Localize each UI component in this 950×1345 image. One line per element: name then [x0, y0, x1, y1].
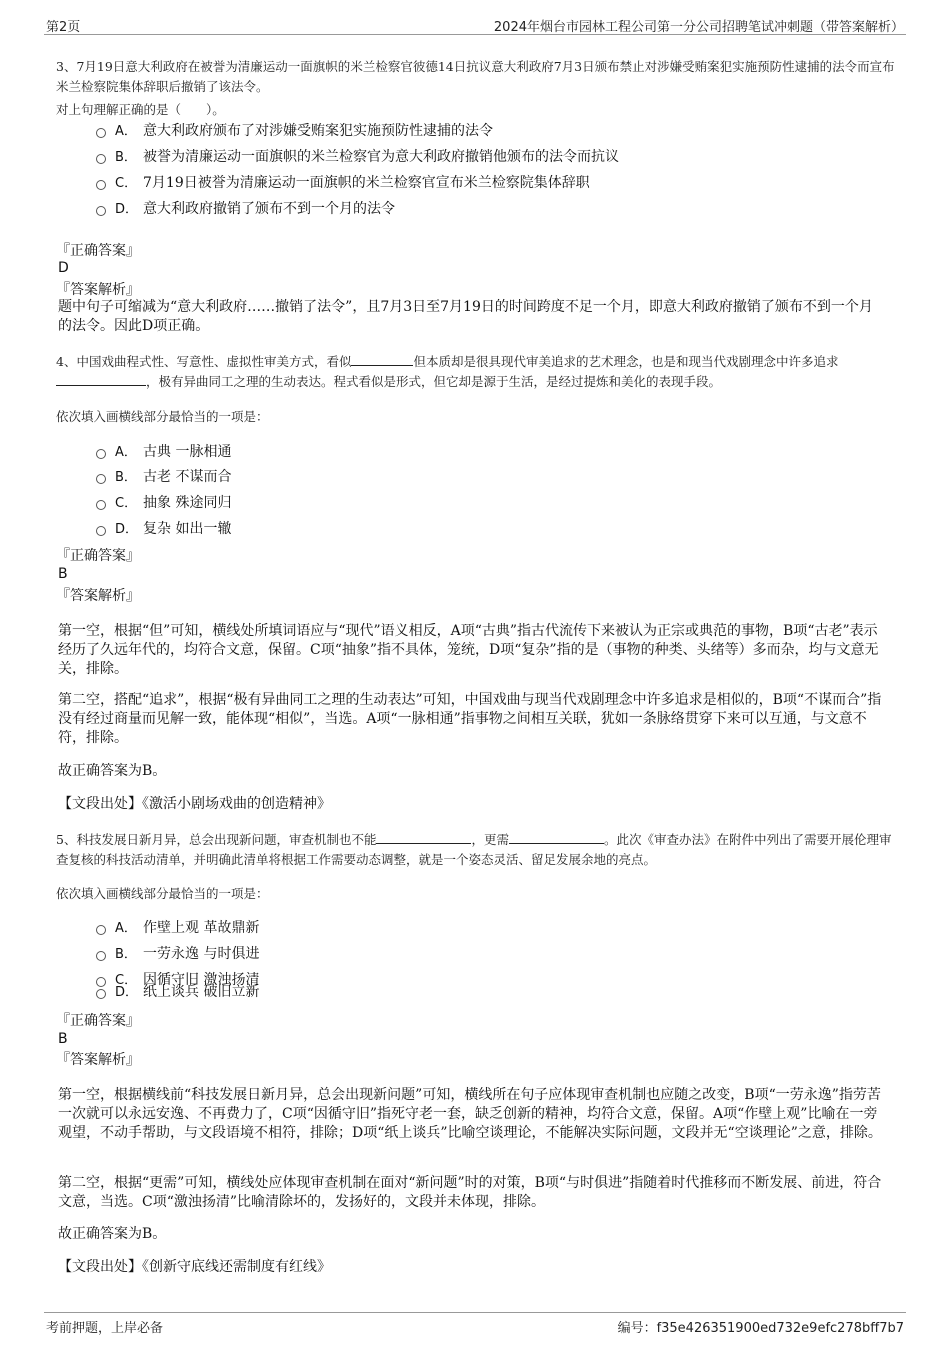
- q3-stem: 3、7月19日意大利政府在被誉为清廉运动一面旗帜的米兰检察官彼德14日抗议意大利政府7月3日颁布禁止对涉嫌受贿案犯实施预防性逮捕的法令而宣布米兰检察院集体辞职后撤销了该法令。: [56, 59, 895, 94]
- radio-icon[interactable]: [96, 180, 106, 190]
- fill-blank: [56, 372, 146, 386]
- option-key: B．: [115, 470, 137, 485]
- q4-analysis-p2: 第二空，搭配“追求”，根据“极有异曲同工之理的生动表达”可知，中国戏曲与现当代戏剧理念中许多追求是相似的，B项“不谋而合”指没有经过商量而见解一致，能体现“相似”，当选。A项“一脉相通”指事物之间相互关联，犹如一条脉络贯穿下来可以互通，与文意不符，排除。: [58, 692, 882, 746]
- q4-stem: [56, 352, 896, 392]
- q5-option-a[interactable]: [96, 917, 259, 939]
- option-key: C．: [115, 176, 138, 191]
- document-title: 2024年烟台市园林工程公司第一分公司招聘笔试冲刺题（带答案解析）: [493, 20, 904, 35]
- q5-answer-label: 『正确答案』: [56, 1013, 140, 1029]
- option-text: 意大利政府颁布了对涉嫌受贿案犯实施预防性逮捕的法令: [143, 123, 493, 139]
- option-text: 复杂 如出一辙: [143, 521, 232, 537]
- q3-analysis-label: 『答案解析』: [56, 282, 140, 298]
- option-text: 因循守旧 激浊扬清: [143, 972, 260, 988]
- q4-option-d[interactable]: [96, 518, 231, 540]
- option-key: C．: [115, 973, 138, 988]
- q5-stem-part2: ，更需: [471, 832, 509, 847]
- radio-icon[interactable]: [96, 500, 106, 510]
- q5-option-d[interactable]: [96, 981, 259, 1003]
- radio-icon[interactable]: [96, 128, 106, 138]
- q5-prompt: 依次填入画横线部分最恰当的一项是：: [56, 886, 269, 901]
- option-key: B．: [115, 150, 137, 165]
- option-text: 古老 不谋而合: [143, 469, 232, 485]
- option-key: C．: [115, 496, 138, 511]
- q5-stem-part1: 5、科技发展日新月异，总会出现新问题，审查机制也不能: [56, 832, 377, 847]
- q4-option-c[interactable]: [96, 492, 231, 514]
- q5-stem-part3: 。此次《审查办法》在附件中列出了需要开展伦理审查复核的科技活动清单，并明确此清单将根据工作需要动态调整，就是一个姿态灵活、留足发展余地的亮点。: [56, 832, 892, 867]
- q4-stem-part1: 4、中国戏曲程式性、写意性、虚拟性审美方式，看似: [56, 354, 352, 369]
- q5-analysis-p2: 第二空，根据“更需”可知，横线处应体现审查机制在面对“新问题”时的对策，B项“与时俱进”指随着时代推移而不断发展、前进，符合文意，当选。C项“激浊扬清”比喻清除坏的，发扬好的，文段并未体现，排除。: [58, 1175, 882, 1210]
- fill-blank: [376, 830, 471, 844]
- radio-icon[interactable]: [96, 474, 106, 484]
- q5-analysis-p3: 故正确答案为B。: [58, 1226, 167, 1242]
- q3-answer: D: [58, 260, 69, 276]
- option-text: 被誉为清廉运动一面旗帜的米兰检察官为意大利政府撤销他颁布的法令而抗议: [143, 149, 619, 165]
- option-text: 古典 一脉相通: [143, 444, 232, 460]
- q4-analysis-p3: 故正确答案为B。: [58, 763, 167, 779]
- q5-answer: B: [58, 1031, 68, 1047]
- option-text: 抽象 殊途同归: [143, 495, 232, 511]
- q5-source: 【文段出处】《创新守底线还需制度有红线》: [58, 1259, 331, 1275]
- page-footer: [44, 1312, 906, 1337]
- q5-analysis-label: 『答案解析』: [56, 1052, 140, 1068]
- q4-option-b[interactable]: [96, 466, 231, 488]
- option-key: D．: [115, 202, 139, 217]
- option-text: 纸上谈兵 破旧立新: [143, 984, 260, 1000]
- radio-icon[interactable]: [96, 526, 106, 536]
- q3-prompt: 对上句理解正确的是（ ）。: [56, 102, 225, 117]
- radio-icon[interactable]: [96, 951, 106, 961]
- q4-source: 【文段出处】《激活小剧场戏曲的创造精神》: [58, 796, 331, 812]
- radio-icon[interactable]: [96, 206, 106, 216]
- option-text: 意大利政府撤销了颁布不到一个月的法令: [143, 201, 395, 217]
- q4-answer-label: 『正确答案』: [56, 548, 140, 564]
- option-text: 作壁上观 革故鼎新: [143, 920, 260, 936]
- option-key: B．: [115, 947, 137, 962]
- option-key: A．: [115, 124, 137, 139]
- q3-analysis: 题中句子可缩减为“意大利政府……撤销了法令”，且7月3日至7月19日的时间跨度不足一个月，即意大利政府撤销了颁布不到一个月的法令。因此D项正确。: [58, 299, 873, 334]
- option-text: 一劳永逸 与时俱进: [143, 946, 260, 962]
- q4-analysis-p1: 第一空，根据“但”可知，横线处所填词语应与“现代”语义相反，A项“古典”指古代流传下来被认为正宗或典范的事物，B项“古老”表示经历了久远年代的，均符合文意，保留。C项“抽象”指不具体，笼统，D项“复杂”指的是（事物的种类、头绪等）多而杂，均与文意无关，排除。: [58, 623, 879, 677]
- fill-blank: [351, 352, 413, 366]
- option-key: A．: [115, 445, 137, 460]
- radio-icon[interactable]: [96, 154, 106, 164]
- fill-blank: [509, 830, 604, 844]
- page-number: 第2页: [46, 20, 81, 35]
- q4-analysis-label: 『答案解析』: [56, 588, 140, 604]
- q4-option-a[interactable]: [96, 441, 231, 463]
- option-key: D．: [115, 985, 139, 1000]
- q3-answer-label: 『正确答案』: [56, 243, 140, 259]
- q4-stem-part2: 但本质却是很具现代审美追求的艺术理念，也是和现当代戏剧理念中许多追求: [413, 354, 839, 369]
- q4-answer: B: [58, 566, 68, 582]
- q3-option-c[interactable]: [96, 172, 590, 194]
- footer-slogan: 考前押题，上岸必备: [46, 1321, 164, 1336]
- q5-option-b[interactable]: [96, 943, 259, 965]
- q4-stem-part3: ，极有异曲同工之理的生动表达。程式看似是形式，但它却是源于生活，是经过提炼和美化的表现手段。: [146, 374, 722, 389]
- page-header: [44, 14, 906, 35]
- option-key: D．: [115, 522, 139, 537]
- q5-analysis-p1: 第一空，根据横线前“科技发展日新月异，总会出现新问题”可知，横线所在句子应体现审查机制也应随之改变，B项“一劳永逸”指劳苦一次就可以永远安逸、不再费力了，C项“因循守旧”指死守老一套，缺乏创新的精神，均符合文意，保留。A项“作壁上观”比喻在一旁观望，不动手帮助，与文段语境不相符，排除；D项“纸上谈兵”比喻空谈理论，不能解决实际问题，文段并无“空谈理论”之意，排除。: [58, 1087, 882, 1141]
- option-key: A．: [115, 921, 137, 936]
- q3-option-d[interactable]: [96, 198, 395, 220]
- document-id: 编号：f35e426351900ed732e9efc278bff7b7: [617, 1321, 904, 1336]
- q3-option-b[interactable]: [96, 146, 619, 168]
- q5-stem: [56, 830, 896, 870]
- q3-option-a[interactable]: [96, 120, 493, 142]
- radio-icon[interactable]: [96, 989, 106, 999]
- radio-icon[interactable]: [96, 925, 106, 935]
- q4-prompt: 依次填入画横线部分最恰当的一项是：: [56, 409, 269, 424]
- option-text: 7月19日被誉为清廉运动一面旗帜的米兰检察官宣布米兰检察院集体辞职: [143, 175, 590, 191]
- radio-icon[interactable]: [96, 449, 106, 459]
